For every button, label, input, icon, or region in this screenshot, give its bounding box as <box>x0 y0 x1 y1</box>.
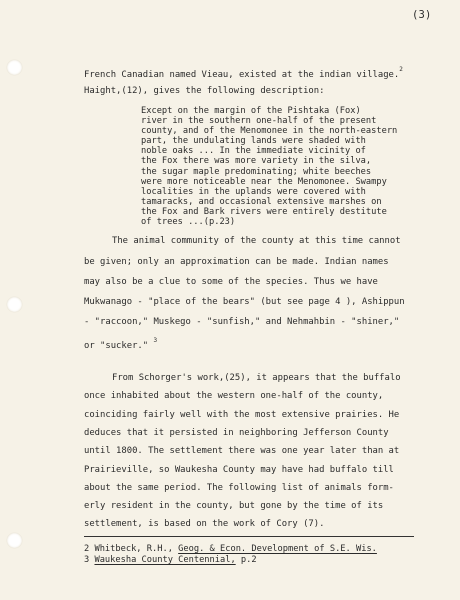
quote-line: noble oaks ... In the immediate vicinity of <box>141 146 366 157</box>
body-line: settlement, is based on the work of Cory (7). <box>84 519 325 530</box>
quote-line: the sugar maple predominating; white beeches <box>141 166 372 177</box>
quote-line: the Fox and Bark rivers were entirely destitute <box>141 206 387 217</box>
page-number: (3) <box>412 9 432 21</box>
body-line: until 1800. The settlement there was one year later than at <box>84 446 400 457</box>
body-line: - "raccoon," Muskego - "sunfish," and Nehmahbin - "shiner," <box>84 317 400 327</box>
punch-hole-bottom <box>7 533 22 548</box>
body-line: erly resident in the county, but gone by the time of its <box>84 501 384 512</box>
punch-hole-middle <box>7 297 22 312</box>
quote-line: were more noticeable near the Menomonee. Swampy <box>141 176 387 187</box>
footnote: 2 Whitbeck, R.H., Geog. & Econ. Development of S.E. Wis. <box>84 544 377 554</box>
quote-line: part, the undulating lands were shaded with <box>141 136 366 147</box>
body-line: once inhabited about the western one-half of the county, <box>84 391 384 402</box>
body-line: The animal community of the county at this time cannot <box>112 236 401 246</box>
body-line: coinciding fairly well with the most extensive prairies. He <box>84 409 400 420</box>
block-quote <box>141 106 397 227</box>
quote-line: localities in the uplands were covered with <box>141 186 366 197</box>
body-line: be given; only an approximation can be made. Indian names <box>84 257 389 267</box>
footnote-mark: 3 <box>153 337 158 344</box>
footnote-number: 2 <box>84 544 90 554</box>
footnote-number: 3 <box>84 555 90 565</box>
footnote-divider <box>84 536 414 537</box>
body-line: about the same period. The following list of animals form- <box>84 482 394 493</box>
quote-line: Except on the margin of the Pishtaka (Fox) <box>141 106 361 116</box>
body-line: From Schorger's work,(25), it appears that the buffalo <box>112 373 401 383</box>
quote-line: of trees ...(p.23) <box>141 217 236 228</box>
footnote-title: Waukesha County Centennial, <box>94 555 236 565</box>
body-line: Haight,(12), gives the following description: <box>84 86 325 96</box>
body-line: French Canadian named Vieau, existed at the indian village.$^2$ <box>84 66 403 80</box>
body-line: Prairieville, so Waukesha County may have had buffalo till <box>84 464 394 475</box>
punch-hole-top <box>7 60 22 75</box>
quote-line: tamaracks, and occasional extensive marshes on <box>141 196 382 207</box>
body-line: deduces that it persisted in neighboring Jefferson County <box>84 427 389 438</box>
quote-line: the Fox there was more variety in the silva, <box>141 156 372 167</box>
body-line: or "sucker." $^3$ <box>84 337 158 351</box>
body-line: Mukwanago - "place of the bears" (but see page 4 ), Ashippun <box>84 297 405 307</box>
body-line: may also be a clue to some of the species. Thus we have <box>84 277 378 287</box>
footnote-mark: 2 <box>399 66 403 73</box>
quote-line: county, and of the Menomonee in the north-eastern <box>141 126 398 137</box>
quote-line: river in the southern one-half of the present <box>141 116 377 127</box>
footnote-title: Geog. & Econ. Development of S.E. Wis. <box>178 544 377 554</box>
footnote: 3 Waukesha County Centennial, p.2 <box>84 555 257 565</box>
